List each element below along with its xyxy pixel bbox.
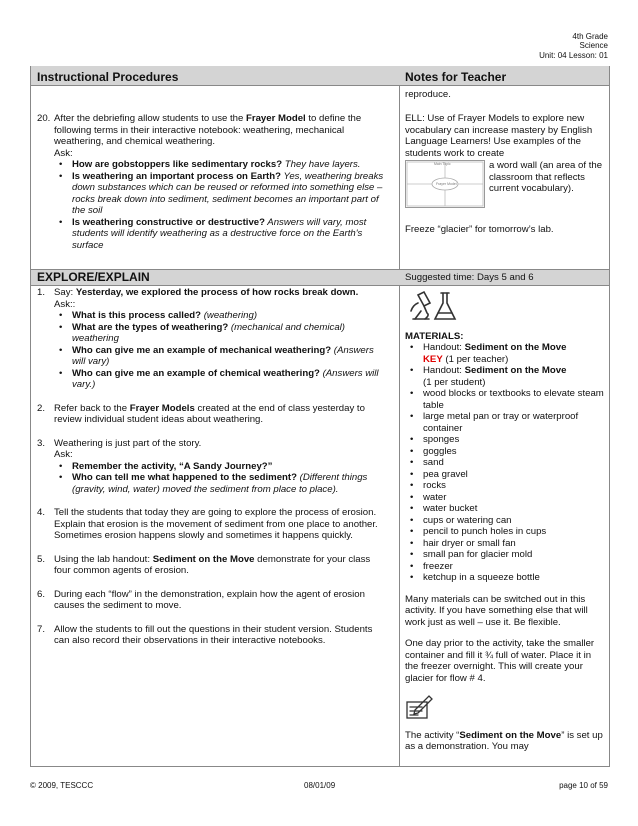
footer-page-number: page 10 of 59 [559,781,608,790]
question-bullet: • What are the types of weathering? (mechanical and chemical) weathering [54,322,389,345]
freeze-note: Freeze “glacier” for tomorrow’s lab. [405,224,554,235]
list-item: • sponges [405,434,605,446]
grade-label: 4th Grade [572,32,608,41]
explore-items [37,287,389,657]
question-bullet: • Who can give me an example of mechanical weathering? (Answers will vary) [54,345,389,368]
list-item: • cups or watering can [405,515,605,527]
list-item: • pea gravel [405,469,605,481]
list-item: • Handout: Sediment on the Move KEY (1 per teacher) [405,342,605,365]
unit-lesson-label: Unit: 04 Lesson: 01 [539,50,608,60]
list-item: • water bucket [405,503,605,515]
list-item: • rocks [405,480,605,492]
procedure-item-6: 6. During each “flow” in the demonstration, explain how the agent of erosion causes the sediment to move. [37,588,365,611]
footer-copyright: © 2009, TESCCC [30,781,94,790]
glacier-prep-note: One day prior to the activity, take the smaller container and fill it ¾ full of water. Place it in the freezer overnight. This will create your glacier for flow # 4. [405,638,595,684]
footer-date: 08/01/09 [304,781,336,790]
column-divider [399,67,400,766]
list-item: • sand [405,457,605,469]
procedure-item-1: 1. Say: Yesterday, we explored the process of how rocks break down. Ask:: • What is this process called? (weathering) • What are the types of weathering? (mechanical and chemical) weathering • Who can give me an example of mechanical weathering? (Answers will vary) • Who can give me an example of chemical weathering? (Answers will vary.) [37,287,389,391]
key-label: KEY [423,353,443,365]
procedure-item-7: 7. Allow the students to fill out the questions in their student version. Students can also record their observations in their interactive notebooks. [37,623,373,646]
question-bullet: • Is weathering constructive or destructive? Answers will vary, most students will identify weathering as a destructive force on the Earth's surface [54,217,389,252]
frayer-model-image: Main Topic Frayer Model [405,160,485,208]
list-item: • freezer [405,561,605,573]
ell-note: ELL: Use of Frayer Models to explore new vocabulary can increase mastery by English Language Learners! Use examples of the students work to create [405,113,593,159]
question-bullet: • Who can give me an example of chemical weathering? (Answers will vary.) [54,368,389,391]
procedure-item-20: 20. After the debriefing allow students to use the Frayer Model to define the following terms in their interactive notebook: weathering, mechanical weathering, and chemical weathering. Ask: • How are gobstoppers like sedimentary rocks? They have layers. • Is weathering an important process on Earth? Yes, weathering breaks down substances which can be reused or reformed into something else – rocks break down into sediment, sediment becomes an important part of the soil • Is weathering constructive or destructive? Answers will vary, most students will identify weathering as a destructive force on the Earth's surface [37,113,389,261]
materials-notes [405,289,605,753]
list-item: • ketchup in a squeeze bottle [405,572,605,584]
list-item: • wood blocks or textbooks to elevate steam table [405,388,605,411]
subject-label: Science [579,41,608,51]
materials-title: MATERIALS: [405,330,464,342]
item-number: 20. [37,113,51,124]
question-bullet: • Is weathering an important process on Earth? Yes, weathering breaks down substances which can be reused or reformed into something else – rocks break down into sediment, sediment becomes an important part of the soil [54,171,389,217]
notes-top-text: reproduce. [405,89,451,100]
col-title-notes: Notes for Teacher [405,70,507,84]
page-header [539,32,608,60]
list-item: • large metal pan or tray or waterproof container [405,411,605,434]
list-item: • pencil to punch holes in cups [405,526,605,538]
microscope-flask-icon [405,289,461,323]
pencil-notepad-icon [405,694,433,720]
demo-note: The activity “Sediment on the Move” is set up as a demonstration. You may [405,729,603,752]
suggested-time: Suggested time: Days 5 and 6 [405,272,534,283]
question-bullet: • Remember the activity, “A Sandy Journey?” [54,461,389,473]
notes-ell [405,113,605,236]
materials-list [405,342,605,584]
procedure-item-2: 2. Refer back to the Frayer Models created at the end of class yesterday to review individual student ideas about weathering. [37,402,365,425]
flexible-note: Many materials can be switched out in this activity. If you have something else that will work just as well – use it. Be flexible. [405,593,588,628]
list-item: • goggles [405,446,605,458]
procedure-item-4: 4. Tell the students that today they are going to explore the process of erosion. Explain that erosion is the movement of sediment from one place to another. Sometimes erosion happens slowly and sometimes it happens quickly. [37,507,378,541]
procedure-item-5: 5. Using the lab handout: Sediment on the Move demonstrate for your class four common agents of erosion. [37,553,371,576]
ask-label: Ask: [54,147,73,159]
col-title-procedures: Instructional Procedures [37,70,179,84]
list-item: • water [405,492,605,504]
ell-note-side: a word wall (an area of the classroom that reflects current vocabulary). [489,160,603,194]
list-item: • hair dryer or small fan [405,538,605,550]
question-bullet: • How are gobstoppers like sedimentary rocks? They have layers. [54,159,389,171]
question-bullet: • Who can tell me what happened to the sediment? (Different things (gravity, wind, water) moved the sediment from place to place). [54,472,389,495]
procedure-item-3: 3. Weathering is just part of the story. Ask: • Remember the activity, “A Sandy Journey?” • Who can tell me what happened to the sediment? (Different things (gravity, wind, water) moved the sediment from place to place). [37,438,389,496]
list-item: • Handout: Sediment on the Move (1 per student) [405,365,605,388]
question-bullet: • What is this process called? (weathering) [54,310,389,322]
list-item: • small pan for glacier mold [405,549,605,561]
lesson-table [30,66,610,767]
frayer-model-term: Frayer Model [246,113,306,124]
explore-title: EXPLORE/EXPLAIN [37,270,150,284]
